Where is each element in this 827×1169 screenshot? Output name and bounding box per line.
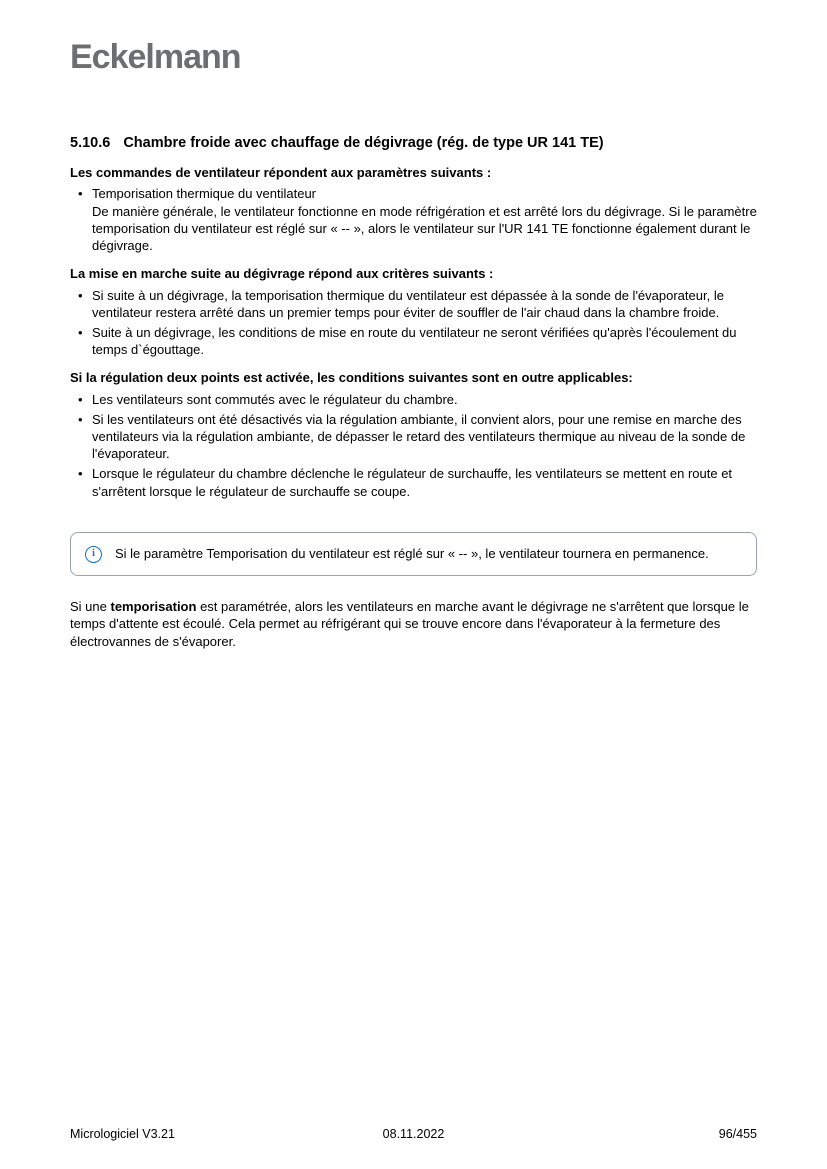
subsection-title: Si la régulation deux points est activée, les conditions suivantes sont en outre applicables: bbox=[70, 370, 633, 386]
closing-part: Si une bbox=[70, 598, 111, 614]
page-footer bbox=[70, 1127, 757, 1141]
info-icon: i bbox=[85, 546, 102, 563]
list-item: • Les ventilateurs sont commutés avec le régulateur du chambre. bbox=[78, 391, 757, 408]
eckelmann-logo: Eckelmann bbox=[70, 38, 241, 76]
subsection-title: La mise en marche suite au dégivrage répond aux critères suivants : bbox=[70, 266, 494, 282]
list-item bbox=[78, 185, 757, 254]
list-item: • Si les ventilateurs ont été désactivés via la régulation ambiante, il convient alors, pour une remise en marche des ventilateurs via la régulation ambiante, de dépasser le retard des ventilateurs thermique au niveau de la sonde de l'évaporateur. bbox=[78, 411, 757, 462]
section-title-text: Chambre froide avec chauffage de dégivrage (rég. de type UR 141 TE) bbox=[123, 135, 604, 151]
subsection-title: Les commandes de ventilateur répondent aux paramètres suivants : bbox=[70, 164, 492, 180]
footer-page-number: 96/455 bbox=[718, 1127, 757, 1141]
closing-part-bold: temporisation bbox=[110, 598, 197, 614]
bullet-list bbox=[70, 287, 757, 359]
footer-date: 08.11.2022 bbox=[382, 1127, 445, 1141]
info-note-box bbox=[70, 532, 757, 576]
list-item: • Lorsque le régulateur du chambre déclenche le régulateur de surchauffe, les ventilateurs se mettent en route et s'arrêtent lorsque le régulateur de surchauffe se coupe. bbox=[78, 465, 757, 499]
bullet-list bbox=[70, 391, 757, 500]
list-item: • Si suite à un dégivrage, la temporisation thermique du ventilateur est dépassée à la sonde de l'évaporateur, le ventilateur restera arrêté dans un premier temps pour éviter de souffler de l'air chaud dans la chambre froide. bbox=[78, 287, 757, 321]
bullet-line: De manière générale, le ventilateur fonctionne en mode réfrigération et est arrêté lors du dégivrage. Si le paramètre temporisation du ventilateur est réglé sur « -- », alors le ventilateur sur l'UR 141 TE fonctionne également durant le dégivrage. bbox=[92, 203, 757, 253]
note-text: Si le paramètre Temporisation du ventilateur est réglé sur « -- », le ventilateur tournera en permanence. bbox=[115, 545, 709, 561]
section-number: 5.10.6 bbox=[70, 135, 111, 151]
closing-part: est paramétrée, alors les ventilateurs en marche avant le dégivrage ne s'arrêtent que lorsque le temps d'attente est écoulé. Cela permet au réfrigérant qui se trouve encore dans l'évaporateur à la fermeture des électrovannes de s'évaporer. bbox=[70, 598, 749, 649]
footer-firmware-version: Micrologiciel V3.21 bbox=[70, 1127, 175, 1141]
bullet-list bbox=[70, 185, 757, 254]
list-item: • Suite à un dégivrage, les conditions de mise en route du ventilateur ne seront vérifiées qu'après l'écoulement du temps d`égouttage. bbox=[78, 324, 757, 358]
bullet-line: • Temporisation thermique du ventilateur bbox=[92, 186, 317, 202]
closing-paragraph bbox=[70, 598, 757, 650]
section-heading bbox=[70, 134, 757, 153]
